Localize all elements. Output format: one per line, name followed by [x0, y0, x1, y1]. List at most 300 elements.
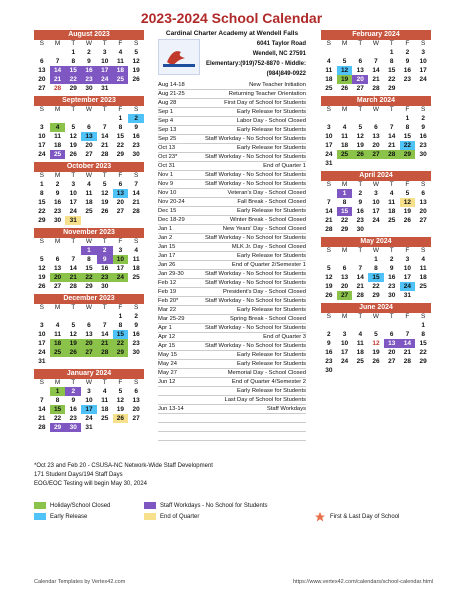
- weekday-label: M: [341, 181, 348, 188]
- weekday-label: F: [405, 40, 410, 47]
- notes: [34, 462, 213, 489]
- event-date: Oct 23*: [158, 154, 178, 160]
- day-cell: 10: [101, 58, 109, 65]
- day-cell: 20: [340, 283, 349, 290]
- day-cell: 5: [71, 124, 76, 131]
- day-cell: 13: [38, 67, 46, 74]
- day-cell: 20: [85, 142, 93, 149]
- day-cell: 11: [325, 67, 333, 74]
- day-cell: 13: [113, 189, 129, 198]
- day-cell: 15: [388, 67, 396, 74]
- weekday-label: S: [39, 379, 45, 386]
- legend-first-last: First & Last Day of School: [330, 513, 400, 520]
- day-cell: 3: [40, 322, 44, 329]
- event-date: [158, 423, 198, 431]
- day-cell: 20: [38, 76, 46, 83]
- event-description: Early Release for Students: [237, 145, 306, 151]
- day-cell: 12: [356, 133, 364, 140]
- day-cell: 18: [113, 66, 129, 75]
- day-cell: 24: [340, 358, 349, 365]
- weekday-label: M: [341, 40, 348, 47]
- day-cell: 8: [374, 265, 378, 272]
- day-cell: 31: [38, 358, 46, 365]
- event-description: Early Release for Students: [237, 253, 306, 259]
- weekday-label: S: [133, 238, 139, 245]
- event-description: New Years' Day - School Closed: [222, 226, 306, 232]
- event-date: [158, 396, 198, 404]
- day-cell: 25: [337, 150, 353, 159]
- weekday-label: M: [341, 106, 348, 113]
- day-cell: 25: [85, 208, 93, 215]
- day-cell: 13: [132, 397, 140, 404]
- empty-day: [34, 114, 50, 123]
- day-cell: 25: [388, 217, 396, 224]
- day-cell: 9: [97, 255, 113, 264]
- day-cell: 28: [97, 348, 113, 357]
- note-line: 171 Student Days/194 Staff Days: [34, 472, 123, 478]
- day-cell: 22: [113, 339, 129, 348]
- empty-day: [97, 114, 113, 123]
- event-date: Oct 31: [158, 163, 176, 169]
- day-cell: 5: [327, 265, 331, 272]
- weekday-label: W: [85, 172, 93, 179]
- day-cell: 8: [405, 124, 410, 131]
- day-cell: 5: [102, 181, 107, 188]
- day-cell: 24: [38, 349, 46, 356]
- event-date: Sep 1: [158, 109, 174, 115]
- day-cell: 20: [132, 406, 140, 413]
- day-cell: 18: [85, 199, 93, 206]
- day-cell: 16: [132, 133, 140, 140]
- weekday-label: F: [405, 247, 410, 254]
- weekday-label: T: [102, 304, 107, 311]
- quarter-swatch: [144, 513, 156, 520]
- event-description: Fall Break - School Closed: [237, 199, 306, 205]
- day-cell: 8: [71, 58, 76, 65]
- day-cell: 8: [55, 397, 60, 404]
- day-cell: 28: [372, 85, 380, 92]
- day-cell: 4: [358, 331, 363, 338]
- day-cell: 27: [85, 151, 93, 158]
- day-cell: 21: [325, 217, 333, 224]
- page-title: 2023-2024 School Calendar: [140, 10, 323, 26]
- event-row: [158, 306, 306, 315]
- event-row: [158, 324, 306, 333]
- day-cell: 7: [358, 265, 363, 272]
- day-cell: 21: [65, 273, 81, 282]
- day-cell: 13: [53, 265, 62, 272]
- event-row: [158, 135, 306, 144]
- event-description: [198, 432, 306, 440]
- day-cell: 1: [81, 246, 97, 255]
- weekday-label: M: [341, 247, 348, 254]
- empty-day: [321, 48, 337, 57]
- event-row: [158, 81, 306, 90]
- day-cell: 29: [69, 85, 77, 92]
- day-cell: 24: [38, 151, 46, 158]
- month-grid: [321, 313, 431, 375]
- day-cell: 17: [38, 340, 46, 347]
- event-date: Aug 21-25: [158, 91, 185, 97]
- weekday-label: S: [133, 172, 139, 179]
- empty-day: [321, 321, 337, 330]
- empty-day: [337, 48, 353, 57]
- day-cell: 10: [38, 133, 46, 140]
- day-cell: 20: [81, 339, 97, 348]
- school-address: [200, 39, 306, 79]
- event-row: [158, 342, 306, 351]
- day-cell: 1: [337, 189, 353, 198]
- day-cell: 15: [403, 133, 412, 140]
- day-cell: 26: [69, 151, 77, 158]
- month-header: February 2024: [321, 30, 431, 40]
- day-cell: 12: [400, 198, 416, 207]
- event-date: Sep 25: [158, 136, 177, 142]
- event-description: Staff Workday - No School for Students: [205, 343, 306, 349]
- month-header: June 2024: [321, 303, 431, 313]
- day-cell: 4: [50, 123, 66, 132]
- day-cell: 19: [132, 67, 140, 74]
- day-cell: 26: [372, 358, 380, 365]
- day-cell: 30: [132, 151, 140, 158]
- day-cell: 23: [325, 358, 333, 365]
- day-cell: 15: [38, 199, 46, 206]
- weekday-label: T: [102, 379, 107, 386]
- event-date: Dec 18-29: [158, 217, 185, 223]
- day-cell: 29: [340, 226, 349, 233]
- event-row: [158, 207, 306, 216]
- event-description: Early Release for Students: [237, 388, 306, 394]
- event-description: Early Release for Students: [237, 127, 306, 133]
- event-row: [158, 387, 306, 396]
- month-header: November 2023: [34, 228, 144, 238]
- month-grid: [34, 304, 144, 366]
- weekday-label: W: [372, 247, 380, 254]
- day-cell: 25: [50, 348, 66, 357]
- event-date: Nov 10: [158, 190, 177, 196]
- day-cell: 22: [400, 141, 416, 150]
- event-row: [158, 288, 306, 297]
- event-row: [158, 297, 306, 306]
- day-cell: 6: [342, 265, 347, 272]
- address-line-2: Wendell, NC 27591: [252, 51, 306, 57]
- weekday-label: T: [71, 40, 76, 47]
- day-cell: 29: [50, 423, 66, 432]
- day-cell: 26: [403, 217, 412, 224]
- weekday-label: S: [133, 40, 139, 47]
- day-cell: 18: [50, 339, 66, 348]
- weekday-label: S: [420, 106, 426, 113]
- day-cell: 3: [102, 49, 107, 56]
- weekday-label: M: [54, 40, 61, 47]
- day-cell: 17: [81, 405, 97, 414]
- weekday-label: T: [102, 106, 107, 113]
- event-description: Early Release for Students: [237, 208, 306, 214]
- day-cell: 22: [53, 415, 62, 422]
- day-cell: 3: [421, 49, 425, 56]
- legend-workday: Staff Workdays - No School for Students: [160, 502, 268, 509]
- weekday-label: T: [389, 106, 394, 113]
- month-header: October 2023: [34, 162, 144, 172]
- day-cell: 18: [101, 406, 109, 413]
- event-description: Last Day of School for Students: [224, 397, 306, 403]
- day-cell: 12: [325, 274, 333, 281]
- day-cell: 9: [71, 397, 76, 404]
- day-cell: 3: [118, 247, 123, 254]
- day-cell: 29: [419, 358, 427, 365]
- event-description: MLK Jr. Day - School Closed: [231, 244, 306, 250]
- event-date: Aug 14-18: [158, 82, 185, 88]
- month-calendar: [34, 30, 144, 93]
- day-cell: 17: [403, 274, 412, 281]
- day-cell: 1: [374, 256, 378, 263]
- day-cell: 30: [356, 226, 364, 233]
- day-cell: 12: [101, 190, 109, 197]
- day-cell: 22: [116, 142, 125, 149]
- empty-day: [50, 312, 66, 321]
- day-cell: 9: [134, 322, 138, 329]
- day-cell: 11: [388, 199, 396, 206]
- empty-day: [352, 48, 368, 57]
- day-cell: 27: [116, 208, 125, 215]
- day-cell: 22: [38, 208, 46, 215]
- day-cell: 3: [405, 256, 410, 263]
- event-description: Spring Break - School Closed: [229, 316, 306, 322]
- day-cell: 11: [101, 397, 109, 404]
- day-cell: 5: [71, 322, 76, 329]
- day-cell: 24: [97, 75, 113, 84]
- weekday-label: S: [326, 313, 332, 320]
- day-cell: 27: [388, 358, 396, 365]
- event-date: Jan 1: [158, 226, 173, 232]
- empty-day: [337, 321, 353, 330]
- month-grid: [321, 247, 431, 300]
- day-cell: 11: [419, 265, 427, 272]
- day-cell: 13: [340, 274, 349, 281]
- event-date: Aug 28: [158, 100, 177, 106]
- weekday-label: S: [39, 40, 45, 47]
- event-row: [158, 333, 306, 342]
- day-cell: 23: [403, 76, 412, 83]
- month-header: January 2024: [34, 369, 144, 379]
- day-cell: 7: [102, 322, 107, 329]
- day-cell: 13: [384, 339, 400, 348]
- day-cell: 25: [50, 150, 66, 159]
- weekday-label: M: [54, 106, 61, 113]
- day-cell: 28: [101, 151, 109, 158]
- day-cell: 29: [400, 150, 416, 159]
- weekday-label: T: [389, 181, 394, 188]
- event-description: Staff Workday - No School for Students: [205, 181, 306, 187]
- event-date: [158, 414, 198, 422]
- empty-day: [50, 246, 66, 255]
- star-day: 28: [53, 85, 62, 92]
- day-cell: 28: [325, 226, 333, 233]
- weekday-label: T: [358, 181, 363, 188]
- empty-day: [384, 321, 400, 330]
- day-cell: 1: [50, 387, 66, 396]
- day-cell: 26: [132, 76, 140, 83]
- event-row: [158, 243, 306, 252]
- day-cell: 21: [97, 339, 113, 348]
- month-calendar: [34, 294, 144, 366]
- event-description: Labor Day - School Closed: [236, 118, 306, 124]
- weekday-label: S: [133, 304, 139, 311]
- day-cell: 7: [374, 58, 378, 65]
- event-row: [158, 279, 306, 288]
- day-cell: 16: [388, 274, 396, 281]
- day-cell: 3: [342, 331, 347, 338]
- day-cell: 6: [118, 181, 123, 188]
- day-cell: 12: [69, 133, 77, 140]
- day-cell: 19: [38, 274, 46, 281]
- footer-left: Calendar Templates by Vertex42.com: [34, 579, 126, 585]
- day-cell: 2: [65, 387, 81, 396]
- weekday-label: S: [326, 40, 332, 47]
- day-cell: 18: [325, 76, 333, 83]
- event-description: First Day of School for Students: [224, 100, 306, 106]
- event-row: [158, 180, 306, 189]
- event-row: [158, 189, 306, 198]
- month-grid: [34, 40, 144, 93]
- weekday-label: T: [389, 40, 394, 47]
- day-cell: 10: [419, 58, 427, 65]
- day-cell: 31: [65, 216, 81, 225]
- day-cell: 25: [113, 75, 129, 84]
- day-cell: 6: [358, 58, 363, 65]
- day-cell: 4: [102, 388, 107, 395]
- empty-day: [384, 114, 400, 123]
- day-cell: 31: [403, 292, 412, 299]
- empty-day: [321, 114, 337, 123]
- weekday-label: W: [85, 238, 93, 245]
- day-cell: 14: [356, 274, 364, 281]
- day-cell: 8: [118, 322, 123, 329]
- note-line: EOG/EOC Testing will begin May 30, 2024: [34, 481, 147, 487]
- day-cell: 17: [340, 349, 349, 356]
- day-cell: 19: [337, 75, 353, 84]
- event-date: Mar 22: [158, 307, 177, 313]
- day-cell: 4: [342, 124, 347, 131]
- weekday-label: F: [118, 238, 123, 245]
- event-date: Feb 19: [158, 289, 177, 295]
- day-cell: 16: [69, 406, 77, 413]
- day-cell: 14: [372, 67, 380, 74]
- event-date: Nov 9: [158, 181, 174, 187]
- weekday-label: M: [54, 172, 61, 179]
- day-cell: 28: [69, 283, 77, 290]
- day-cell: 22: [388, 76, 396, 83]
- empty-day: [34, 387, 50, 396]
- day-cell: 2: [421, 115, 425, 122]
- day-cell: 17: [325, 142, 333, 149]
- day-cell: 28: [38, 424, 46, 431]
- legend-early: Early Release: [50, 513, 88, 520]
- day-cell: 4: [87, 181, 91, 188]
- day-cell: 29: [388, 85, 396, 92]
- day-cell: 17: [38, 142, 46, 149]
- month-calendar: [34, 228, 144, 291]
- empty-day: [321, 189, 337, 198]
- day-cell: 14: [101, 331, 109, 338]
- day-cell: 12: [69, 331, 77, 338]
- empty-day: [65, 114, 81, 123]
- empty-day: [352, 321, 368, 330]
- day-cell: 24: [113, 273, 129, 282]
- day-cell: 23: [132, 142, 140, 149]
- day-cell: 16: [132, 331, 140, 338]
- day-cell: 27: [132, 415, 140, 422]
- weekday-label: S: [326, 106, 332, 113]
- day-cell: 2: [405, 49, 410, 56]
- event-date: Jan 26: [158, 262, 176, 268]
- day-cell: 23: [132, 340, 140, 347]
- event-date: Dec 15: [158, 208, 177, 214]
- event-description: Staff Workday - No School for Students: [205, 136, 306, 142]
- weekday-label: T: [71, 106, 76, 113]
- day-cell: 28: [356, 292, 364, 299]
- event-row: [158, 423, 306, 432]
- event-date: Nov 1: [158, 172, 174, 178]
- day-cell: 9: [134, 124, 138, 131]
- event-row: [158, 261, 306, 270]
- month-grid: [321, 181, 431, 234]
- day-cell: 21: [372, 76, 380, 83]
- event-row: [158, 117, 306, 126]
- day-cell: 27: [337, 291, 353, 300]
- day-cell: 5: [134, 49, 138, 56]
- day-cell: 6: [87, 124, 91, 131]
- day-cell: 21: [356, 283, 364, 290]
- day-cell: 14: [38, 406, 46, 413]
- weekday-label: S: [133, 106, 139, 113]
- day-cell: 6: [389, 331, 394, 338]
- day-cell: 26: [65, 348, 81, 357]
- weekday-label: T: [358, 106, 363, 113]
- event-date: May 27: [158, 370, 178, 376]
- day-cell: 25: [325, 85, 333, 92]
- day-cell: 21: [101, 142, 109, 149]
- event-row: [158, 378, 306, 387]
- day-cell: 14: [400, 339, 416, 348]
- weekday-label: M: [341, 313, 348, 320]
- weekday-label: T: [71, 379, 76, 386]
- event-row: [158, 369, 306, 378]
- day-cell: 10: [340, 340, 349, 347]
- day-cell: 6: [40, 58, 44, 65]
- day-cell: 24: [372, 217, 380, 224]
- month-grid: [34, 106, 144, 159]
- event-date: Sep 13: [158, 127, 177, 133]
- day-cell: 30: [419, 151, 427, 158]
- month-header: May 2024: [321, 237, 431, 247]
- event-date: [158, 387, 198, 395]
- note-line: *Oct 23 and Feb 20 - CSUSA-NC Network-Wide Staff Development: [34, 463, 213, 469]
- weekday-label: W: [85, 379, 93, 386]
- events-panel: [158, 30, 306, 441]
- day-cell: 22: [65, 75, 81, 84]
- day-cell: 16: [81, 66, 97, 75]
- day-cell: 5: [342, 58, 347, 65]
- legend-holiday: Holiday/School Closed: [50, 502, 111, 509]
- day-cell: 8: [87, 256, 91, 263]
- weekday-label: F: [405, 313, 410, 320]
- day-cell: 29: [38, 217, 46, 224]
- day-cell: 11: [116, 58, 124, 65]
- event-description: [198, 414, 306, 422]
- day-cell: 29: [372, 292, 380, 299]
- day-cell: 18: [132, 265, 140, 272]
